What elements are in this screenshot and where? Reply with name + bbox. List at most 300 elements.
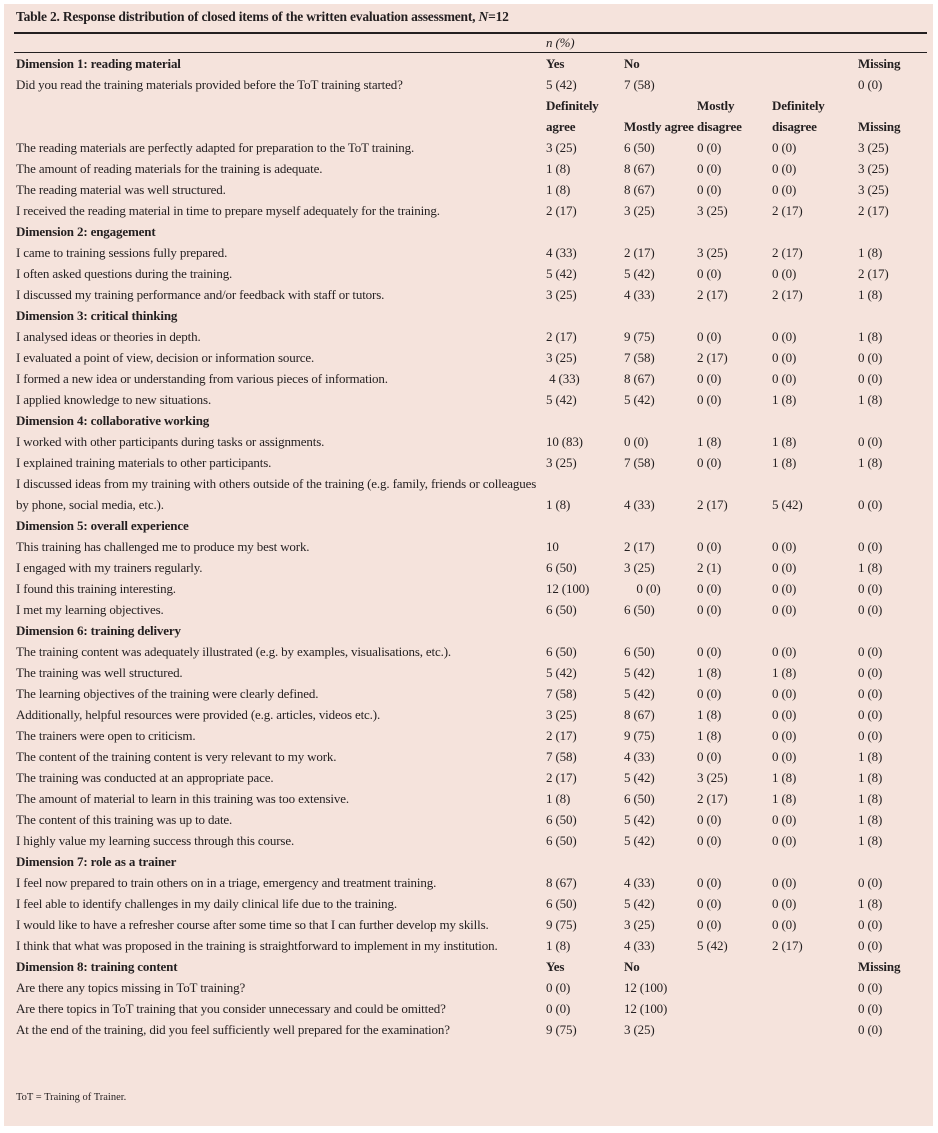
footnote: ToT = Training of Trainer. — [16, 1092, 127, 1103]
table-row — [14, 431, 927, 452]
dimension-header-row — [14, 410, 927, 431]
header-col-1: Yes — [546, 56, 565, 71]
table-row — [14, 914, 927, 935]
value-col-2: 8 (67) — [624, 182, 655, 197]
value-col-2: 5 (42) — [624, 812, 655, 827]
dimension-header-row — [14, 305, 927, 326]
item-label: The amount of reading materials for the training is adequate. — [16, 161, 323, 176]
value-col-4: 1 (8) — [772, 455, 797, 470]
value-col-2: 5 (42) — [624, 770, 655, 785]
value-col-3: 0 (0) — [697, 371, 722, 386]
header-col-4 — [770, 305, 856, 326]
value-col-4: 0 (0) — [772, 161, 797, 176]
value-col-2: 8 (67) — [624, 161, 655, 176]
header-col-4 — [770, 956, 856, 977]
dimension-title: Dimension 7: role as a trainer — [16, 854, 177, 869]
header-col-2: Mostly agree — [624, 119, 694, 134]
value-col-4: 2 (17) — [772, 938, 803, 953]
value-col-1: 1 (8) — [546, 791, 571, 806]
value-col-1: 3 (25) — [546, 350, 577, 365]
value-col-2: 2 (17) — [624, 245, 655, 260]
value-col-1: 2 (17) — [546, 329, 577, 344]
value-col-5: 2 (17) — [858, 266, 889, 281]
title-n-value: =12 — [488, 9, 509, 24]
value-col-4: 0 (0) — [772, 140, 797, 155]
title-n-label: N — [478, 9, 489, 24]
value-col-1: 12 (100) — [546, 581, 590, 596]
value-col-5: 3 (25) — [858, 182, 889, 197]
item-label: The content of the training content is very relevant to my work. — [16, 749, 337, 764]
value-col-3: 3 (25) — [697, 245, 728, 260]
item-label: The content of this training was up to date. — [16, 812, 233, 827]
table-row — [14, 746, 927, 767]
table-row — [14, 179, 927, 200]
dimension-header-row — [14, 851, 927, 872]
dimension-title: Dimension 8: training content — [16, 959, 178, 974]
dimension-header-row — [14, 221, 927, 242]
n-percent-header-row — [14, 34, 927, 53]
value-col-5: 0 (0) — [858, 350, 883, 365]
value-col-4: 0 (0) — [772, 833, 797, 848]
header-col-2 — [622, 851, 695, 872]
value-col-3: 1 (8) — [697, 665, 722, 680]
value-col-4 — [770, 1019, 856, 1040]
value-col-3: 0 (0) — [697, 539, 722, 554]
value-col-3: 3 (25) — [697, 770, 728, 785]
header-col-3 — [695, 410, 770, 431]
value-col-2: 0 (0) — [624, 434, 649, 449]
value-col-3: 0 (0) — [697, 917, 722, 932]
value-col-5: 0 (0) — [858, 665, 883, 680]
value-col-1: 1 (8) — [546, 161, 571, 176]
value-col-5: 3 (25) — [858, 161, 889, 176]
value-col-2: 4 (33) — [624, 749, 655, 764]
value-col-2: 7 (58) — [624, 455, 655, 470]
header-col-4 — [770, 53, 856, 75]
table-row — [14, 809, 927, 830]
value-col-3: 0 (0) — [697, 266, 722, 281]
table-row — [14, 368, 927, 389]
value-col-3: 2 (17) — [697, 497, 728, 512]
value-col-3: 0 (0) — [697, 833, 722, 848]
item-label: I received the reading material in time to prepare myself adequately for the training. — [16, 203, 440, 218]
value-col-4 — [770, 977, 856, 998]
item-label: I discussed ideas from my training with others outside of the training (e.g. family, friends or colleagues by phone, social media, etc.). — [16, 476, 537, 512]
response-table — [14, 34, 927, 1040]
header-col-2 — [622, 221, 695, 242]
value-col-5: 1 (8) — [858, 749, 883, 764]
value-col-1: 5 (42) — [546, 266, 577, 281]
table-row — [14, 935, 927, 956]
item-label: I formed a new idea or understanding from various pieces of information. — [16, 371, 388, 386]
table-row — [14, 704, 927, 725]
value-col-1: 2 (17) — [546, 203, 577, 218]
value-col-1: 4 (33) — [546, 245, 577, 260]
item-label: I found this training interesting. — [16, 581, 176, 596]
value-col-4: 0 (0) — [772, 581, 797, 596]
dimension-title: Dimension 2: engagement — [16, 224, 156, 239]
dimension-title: Dimension 5: overall experience — [16, 518, 189, 533]
value-col-1: 6 (50) — [546, 560, 577, 575]
value-col-2: 5 (42) — [624, 833, 655, 848]
value-col-5: 0 (0) — [858, 539, 883, 554]
value-col-1: 2 (17) — [546, 770, 577, 785]
header-col-5: Missing — [858, 56, 901, 71]
value-col-5: 1 (8) — [858, 329, 883, 344]
value-col-5: 1 (8) — [858, 560, 883, 575]
item-label: I came to training sessions fully prepared. — [16, 245, 228, 260]
value-col-1: 9 (75) — [546, 1022, 577, 1037]
value-col-5: 0 (0) — [858, 917, 883, 932]
value-col-5: 0 (0) — [858, 1001, 883, 1016]
header-col-5 — [856, 221, 927, 242]
item-label: I discussed my training performance and/or feedback with staff or tutors. — [16, 287, 385, 302]
value-col-3: 0 (0) — [697, 686, 722, 701]
table-row — [14, 389, 927, 410]
item-label: I worked with other participants during tasks or assignments. — [16, 434, 325, 449]
value-col-5: 1 (8) — [858, 245, 883, 260]
value-col-1: 3 (25) — [546, 707, 577, 722]
header-col-2 — [622, 305, 695, 326]
value-col-5: 1 (8) — [858, 392, 883, 407]
value-col-1: 7 (58) — [546, 749, 577, 764]
value-col-4: 1 (8) — [772, 665, 797, 680]
value-col-5: 1 (8) — [858, 791, 883, 806]
value-col-2: 3 (25) — [624, 203, 655, 218]
value-col-3: 0 (0) — [697, 602, 722, 617]
table-row — [14, 536, 927, 557]
value-col-1: 10 — [546, 539, 559, 554]
value-col-3: 1 (8) — [697, 707, 722, 722]
value-col-2: 12 (100) — [624, 980, 668, 995]
value-col-1: 3 (25) — [546, 287, 577, 302]
value-col-5: 1 (8) — [858, 770, 883, 785]
table-row — [14, 767, 927, 788]
table-row — [14, 662, 927, 683]
header-col-1: Yes — [546, 959, 565, 974]
value-col-4: 0 (0) — [772, 749, 797, 764]
value-col-4: 0 (0) — [772, 686, 797, 701]
empty-cell — [14, 34, 544, 53]
table-row — [14, 452, 927, 473]
value-col-1: 9 (75) — [546, 917, 577, 932]
value-col-5: 0 (0) — [858, 434, 883, 449]
value-col-2: 5 (42) — [624, 665, 655, 680]
header-col-5: Missing — [858, 959, 901, 974]
value-col-2: 8 (67) — [624, 371, 655, 386]
header-col-1 — [544, 221, 622, 242]
value-col-4: 2 (17) — [772, 287, 803, 302]
value-col-5: 2 (17) — [858, 203, 889, 218]
header-col-1 — [544, 620, 622, 641]
n-percent-header: n (%) — [544, 34, 927, 53]
header-col-4 — [770, 620, 856, 641]
item-label: I applied knowledge to new situations. — [16, 392, 212, 407]
value-col-1: 8 (67) — [546, 875, 577, 890]
table-row — [14, 557, 927, 578]
header-col-5: Missing — [858, 119, 901, 134]
dimension-header-row — [14, 53, 927, 75]
value-col-4 — [770, 998, 856, 1019]
dimension-header-row — [14, 620, 927, 641]
value-col-2: 4 (33) — [624, 938, 655, 953]
value-col-3 — [695, 1019, 770, 1040]
header-col-1 — [544, 851, 622, 872]
value-col-5: 1 (8) — [858, 833, 883, 848]
value-col-2: 7 (58) — [624, 77, 655, 92]
value-col-4: 2 (17) — [772, 245, 803, 260]
value-col-4: 0 (0) — [772, 875, 797, 890]
value-col-2: 8 (67) — [624, 707, 655, 722]
item-label: I evaluated a point of view, decision or information source. — [16, 350, 315, 365]
table-row — [14, 473, 927, 515]
table-row — [14, 830, 927, 851]
table-row — [14, 74, 927, 95]
value-col-1: 2 (17) — [546, 728, 577, 743]
value-col-3: 2 (17) — [697, 287, 728, 302]
value-col-4: 0 (0) — [772, 896, 797, 911]
value-col-4: 0 (0) — [772, 266, 797, 281]
value-col-4: 0 (0) — [772, 707, 797, 722]
value-col-4: 1 (8) — [772, 392, 797, 407]
value-col-5: 0 (0) — [858, 980, 883, 995]
value-col-4 — [770, 74, 856, 95]
value-col-2: 4 (33) — [624, 875, 655, 890]
header-col-1 — [544, 410, 622, 431]
header-col-1 — [544, 515, 622, 536]
value-col-1: 1 (8) — [546, 497, 571, 512]
item-label: Are there topics in ToT training that you consider unnecessary and could be omitted? — [16, 1001, 446, 1016]
value-col-1: 6 (50) — [546, 812, 577, 827]
item-label: This training has challenged me to produce my best work. — [16, 539, 310, 554]
item-label: I think that what was proposed in the training is straightforward to implement in my institution. — [16, 938, 498, 953]
value-col-5: 0 (0) — [858, 728, 883, 743]
item-label: At the end of the training, did you feel sufficiently well prepared for the examination? — [16, 1022, 450, 1037]
value-col-5: 0 (0) — [858, 875, 883, 890]
value-col-1: 3 (25) — [546, 455, 577, 470]
item-label: I often asked questions during the training. — [16, 266, 233, 281]
value-col-4: 0 (0) — [772, 371, 797, 386]
value-col-4: 0 (0) — [772, 728, 797, 743]
header-col-5 — [856, 851, 927, 872]
value-col-5: 1 (8) — [858, 455, 883, 470]
header-col-1 — [544, 305, 622, 326]
value-col-5: 0 (0) — [858, 686, 883, 701]
value-col-2: 4 (33) — [624, 497, 655, 512]
value-col-3: 2 (17) — [697, 350, 728, 365]
item-label: The reading materials are perfectly adapted for preparation to the ToT training. — [16, 140, 415, 155]
value-col-4: 0 (0) — [772, 917, 797, 932]
item-label: The training was well structured. — [16, 665, 183, 680]
value-col-4: 1 (8) — [772, 791, 797, 806]
value-col-2: 5 (42) — [624, 686, 655, 701]
header-col-2: No — [624, 959, 640, 974]
dimension-title: Dimension 4: collaborative working — [16, 413, 210, 428]
header-col-3 — [695, 53, 770, 75]
value-col-2: 6 (50) — [624, 644, 655, 659]
value-col-1: 4 (33) — [546, 371, 580, 386]
value-col-3 — [695, 977, 770, 998]
value-col-3 — [695, 74, 770, 95]
header-col-3 — [695, 851, 770, 872]
value-col-5: 0 (0) — [858, 602, 883, 617]
item-label: Additionally, helpful resources were provided (e.g. articles, videos etc.). — [16, 707, 381, 722]
header-col-5 — [856, 305, 927, 326]
value-col-3: 0 (0) — [697, 329, 722, 344]
item-label: Are there any topics missing in ToT training? — [16, 980, 246, 995]
table-row — [14, 578, 927, 599]
header-col-3 — [695, 956, 770, 977]
value-col-4: 0 (0) — [772, 812, 797, 827]
value-col-4: 5 (42) — [772, 497, 803, 512]
header-col-4 — [770, 515, 856, 536]
value-col-2: 6 (50) — [624, 791, 655, 806]
dimension-title: Dimension 3: critical thinking — [16, 308, 178, 323]
value-col-5: 0 (0) — [858, 707, 883, 722]
value-col-3: 2 (1) — [697, 560, 722, 575]
item-label: I feel now prepared to train others on in a triage, emergency and treatment training. — [16, 875, 437, 890]
value-col-3: 0 (0) — [697, 812, 722, 827]
header-col-5 — [856, 620, 927, 641]
header-col-5 — [856, 410, 927, 431]
item-label: Did you read the training materials provided before the ToT training started? — [16, 77, 403, 92]
value-col-2: 0 (0) — [624, 581, 661, 596]
value-col-4: 0 (0) — [772, 329, 797, 344]
value-col-5: 0 (0) — [858, 581, 883, 596]
value-col-3: 0 (0) — [697, 182, 722, 197]
header-col-3: Mostly disagree — [697, 98, 742, 134]
value-col-4: 0 (0) — [772, 182, 797, 197]
value-col-1: 0 (0) — [546, 980, 571, 995]
table-row — [14, 641, 927, 662]
table-title — [16, 9, 509, 25]
table-row — [14, 725, 927, 746]
value-col-2: 6 (50) — [624, 602, 655, 617]
value-col-4: 2 (17) — [772, 203, 803, 218]
value-col-1: 3 (25) — [546, 140, 577, 155]
item-label: I would like to have a refresher course after some time so that I can further develop my skills. — [16, 917, 489, 932]
value-col-2: 3 (25) — [624, 560, 655, 575]
dimension-header-row — [14, 515, 927, 536]
value-col-2: 12 (100) — [624, 1001, 668, 1016]
value-col-2: 3 (25) — [624, 1022, 655, 1037]
value-col-4: 0 (0) — [772, 539, 797, 554]
value-col-5: 0 (0) — [858, 1022, 883, 1037]
header-col-4 — [770, 851, 856, 872]
value-col-5: 0 (0) — [858, 77, 883, 92]
item-label: I feel able to identify challenges in my daily clinical life due to the training. — [16, 896, 397, 911]
value-col-1: 6 (50) — [546, 896, 577, 911]
header-col-2: No — [624, 56, 640, 71]
value-col-4: 0 (0) — [772, 350, 797, 365]
item-label: I highly value my learning success through this course. — [16, 833, 295, 848]
value-col-5: 1 (8) — [858, 812, 883, 827]
table-row — [14, 326, 927, 347]
value-col-3: 0 (0) — [697, 644, 722, 659]
item-label: The learning objectives of the training were clearly defined. — [16, 686, 319, 701]
table-row — [14, 683, 927, 704]
value-col-4: 0 (0) — [772, 560, 797, 575]
table-row — [14, 1019, 927, 1040]
value-col-4: 1 (8) — [772, 770, 797, 785]
value-col-3: 0 (0) — [697, 875, 722, 890]
table-row — [14, 893, 927, 914]
value-col-1: 5 (42) — [546, 665, 577, 680]
value-col-3: 0 (0) — [697, 749, 722, 764]
item-label: The trainers were open to criticism. — [16, 728, 196, 743]
header-col-2 — [622, 410, 695, 431]
header-col-2 — [622, 620, 695, 641]
item-label: I met my learning objectives. — [16, 602, 164, 617]
value-col-5: 0 (0) — [858, 497, 883, 512]
item-label: The training was conducted at an appropriate pace. — [16, 770, 274, 785]
value-col-2: 7 (58) — [624, 350, 655, 365]
value-col-3: 3 (25) — [697, 203, 728, 218]
table-row — [14, 137, 927, 158]
value-col-3: 2 (17) — [697, 791, 728, 806]
table-row — [14, 263, 927, 284]
value-col-3 — [695, 998, 770, 1019]
value-col-1: 6 (50) — [546, 644, 577, 659]
value-col-5: 3 (25) — [858, 140, 889, 155]
value-col-5: 0 (0) — [858, 938, 883, 953]
table-row — [14, 347, 927, 368]
value-col-3: 5 (42) — [697, 938, 728, 953]
value-col-3: 0 (0) — [697, 161, 722, 176]
value-col-4: 0 (0) — [772, 644, 797, 659]
dimension-title: Dimension 1: reading material — [16, 56, 181, 71]
value-col-3: 0 (0) — [697, 140, 722, 155]
value-col-2: 5 (42) — [624, 266, 655, 281]
header-col-2 — [622, 515, 695, 536]
header-col-3 — [695, 515, 770, 536]
header-col-3 — [695, 620, 770, 641]
value-col-1: 7 (58) — [546, 686, 577, 701]
item-label: The reading material was well structured. — [16, 182, 226, 197]
value-col-2: 5 (42) — [624, 392, 655, 407]
item-label — [14, 95, 544, 137]
item-label: I engaged with my trainers regularly. — [16, 560, 203, 575]
header-col-5 — [856, 515, 927, 536]
table-row — [14, 599, 927, 620]
value-col-1: 0 (0) — [546, 1001, 571, 1016]
value-col-5: 0 (0) — [858, 644, 883, 659]
header-col-4: Definitely disagree — [772, 98, 825, 134]
header-col-3 — [695, 305, 770, 326]
header-col-1: Definitely agree — [546, 98, 599, 134]
value-col-2: 9 (75) — [624, 728, 655, 743]
value-col-2: 2 (17) — [624, 539, 655, 554]
value-col-1: 6 (50) — [546, 833, 577, 848]
value-col-3: 1 (8) — [697, 434, 722, 449]
value-col-1: 10 (83) — [546, 434, 583, 449]
title-text: Table 2. Response distribution of closed items of the written evaluation assessment, — [16, 9, 479, 24]
value-col-1: 5 (42) — [546, 77, 577, 92]
table-row — [14, 872, 927, 893]
table-row — [14, 200, 927, 221]
table-row — [14, 977, 927, 998]
scale-header-row — [14, 95, 927, 137]
value-col-2: 5 (42) — [624, 896, 655, 911]
table-row — [14, 158, 927, 179]
item-label: I analysed ideas or theories in depth. — [16, 329, 201, 344]
table-row — [14, 998, 927, 1019]
value-col-2: 9 (75) — [624, 329, 655, 344]
value-col-1: 1 (8) — [546, 938, 571, 953]
table-row — [14, 242, 927, 263]
value-col-3: 0 (0) — [697, 896, 722, 911]
value-col-4: 1 (8) — [772, 434, 797, 449]
